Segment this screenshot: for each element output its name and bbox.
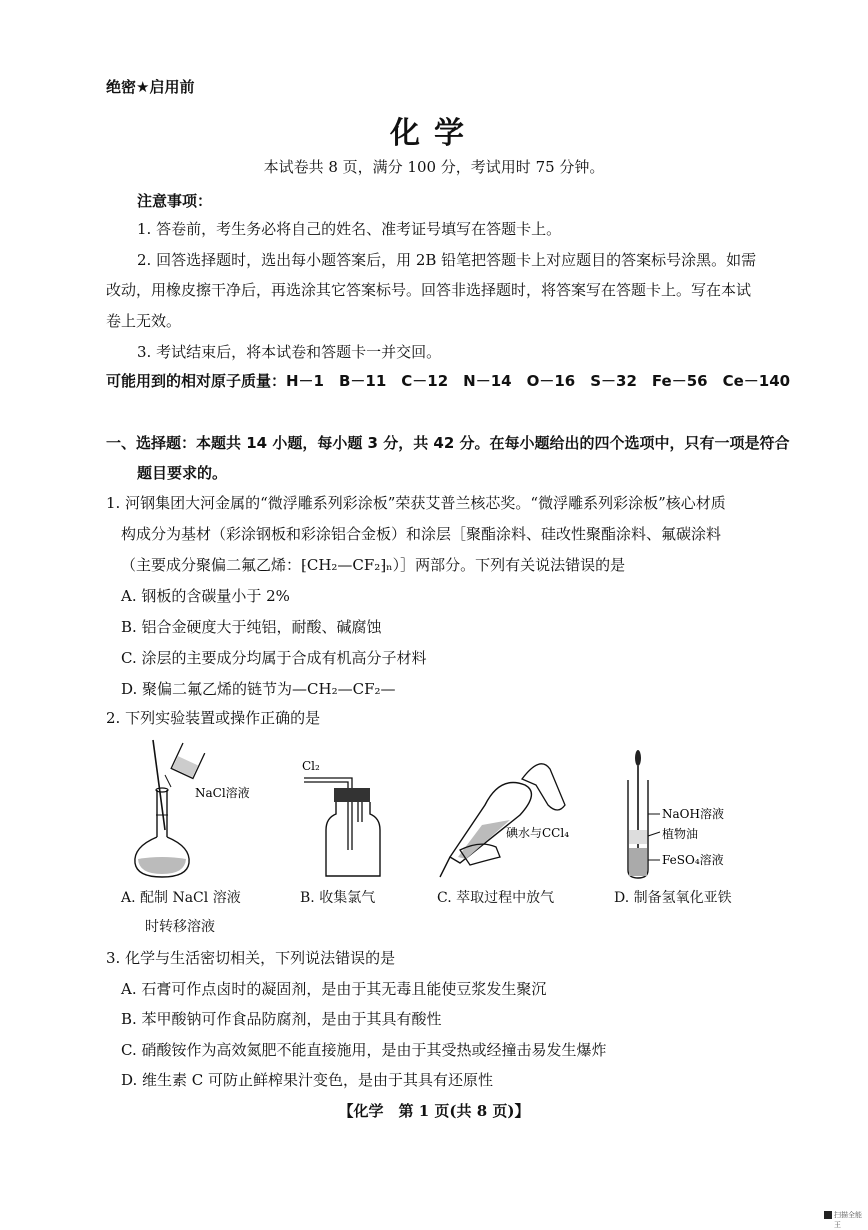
q1-stem-line-2: 构成分为基材（彩涂钢板和彩涂铝合金板）和涂层［聚酯涂料、硅改性聚酯涂料、氟碳涂料 — [121, 525, 722, 543]
notes-heading: 注意事项： — [137, 192, 213, 210]
apparatus-c-label: 碘水与CCl₄ — [506, 826, 570, 840]
q1-option-c: C. 涂层的主要成分均属于合成有机高分子材料 — [121, 649, 427, 667]
apparatus-a-volumetric-flask — [125, 735, 255, 880]
q3-option-d: D. 维生素 C 可防止鲜榨果汁变色，是由于其具有还原性 — [121, 1071, 494, 1089]
page-title: 化学 — [390, 116, 478, 151]
note-item-1: 1. 答卷前，考生务必将自己的姓名、准考证号填写在答题卡上。 — [137, 220, 562, 238]
q1-option-a: A. 钢板的含碳量小于 2% — [121, 587, 290, 605]
page-footer: 【化学 第 1 页(共 8 页)】 — [338, 1102, 530, 1120]
q2-option-a-line-2: 时转移溶液 — [145, 919, 215, 935]
q3-option-c: C. 硝酸铵作为高效氮肥不能直接施用，是由于其受热或经撞击易发生爆炸 — [121, 1041, 607, 1059]
confidential-mark: 绝密★启用前 — [106, 78, 195, 96]
q2-option-a-line-1: A. 配制 NaCl 溶液 — [121, 890, 241, 906]
q3-option-a: A. 石膏可作点卤时的凝固剂，是由于其无毒且能使豆浆发生聚沉 — [121, 980, 547, 998]
exam-info: 本试卷共 8 页，满分 100 分，考试用时 75 分钟。 — [263, 158, 605, 176]
qr-code-icon — [824, 1211, 832, 1219]
q1-stem-line-3: （主要成分聚偏二氟乙烯：⁅CH₂—CF₂⁆ₙ）］两部分。下列有关说法错误的是 — [121, 556, 626, 574]
q2-option-d: D. 制备氢氧化亚铁 — [614, 890, 732, 906]
apparatus-b-label: Cl₂ — [302, 759, 320, 773]
note-item-2-line-2: 改动，用橡皮擦干净后，再选涂其它答案标号。回答非选择题时，将答案写在答题卡上。写在本试 — [106, 281, 752, 299]
apparatus-d-label-oil: 植物油 — [662, 827, 699, 841]
q3-stem: 3. 化学与生活密切相关，下列说法错误的是 — [106, 949, 396, 967]
scanner-watermark: 扫描全能王 — [834, 1211, 862, 1229]
q2-option-b: B. 收集氯气 — [300, 890, 376, 906]
apparatus-d-label-naoh: NaOH溶液 — [662, 807, 724, 821]
atomic-masses: 可能用到的相对原子质量：H－1 B－11 C－12 N－14 O－16 S－32 Fe－56 Ce－140 — [106, 372, 791, 390]
note-item-3: 3. 考试结束后，将本试卷和答题卡一并交回。 — [137, 343, 442, 361]
q2-stem: 2. 下列实验装置或操作正确的是 — [106, 709, 321, 727]
q3-option-b: B. 苯甲酸钠可作食品防腐剂，是由于其具有酸性 — [121, 1010, 442, 1028]
q1-stem-line-1: 1. 河钢集团大河金属的“微浮雕系列彩涂板”荣获艾普兰核芯奖。“微浮雕系列彩涂板”核心材质 — [106, 494, 726, 512]
apparatus-d-test-tube — [620, 748, 750, 883]
q1-option-d: D. 聚偏二氟乙烯的链节为—CH₂—CF₂— — [121, 680, 396, 698]
apparatus-d-label-feso4: FeSO₄溶液 — [662, 853, 724, 867]
section-heading-line-2: 题目要求的。 — [137, 464, 228, 482]
apparatus-b-gas-bottle — [300, 752, 390, 882]
q2-option-c: C. 萃取过程中放气 — [437, 890, 555, 906]
q1-option-b: B. 铝合金硬度大于纯铝，耐酸、碱腐蚀 — [121, 618, 382, 636]
note-item-2-line-1: 2. 回答选择题时，选出每小题答案后，用 2B 铅笔把答题卡上对应题目的答案标号涂黑。如需 — [137, 251, 757, 269]
apparatus-a-label: NaCl溶液 — [195, 786, 250, 800]
section-heading-line-1: 一、选择题：本题共 14 小题，每小题 3 分，共 42 分。在每小题给出的四个选项中，只有一项是符合 — [106, 434, 790, 452]
note-item-2-line-3: 卷上无效。 — [106, 312, 182, 330]
apparatus-c-separatory-funnel — [430, 745, 580, 880]
